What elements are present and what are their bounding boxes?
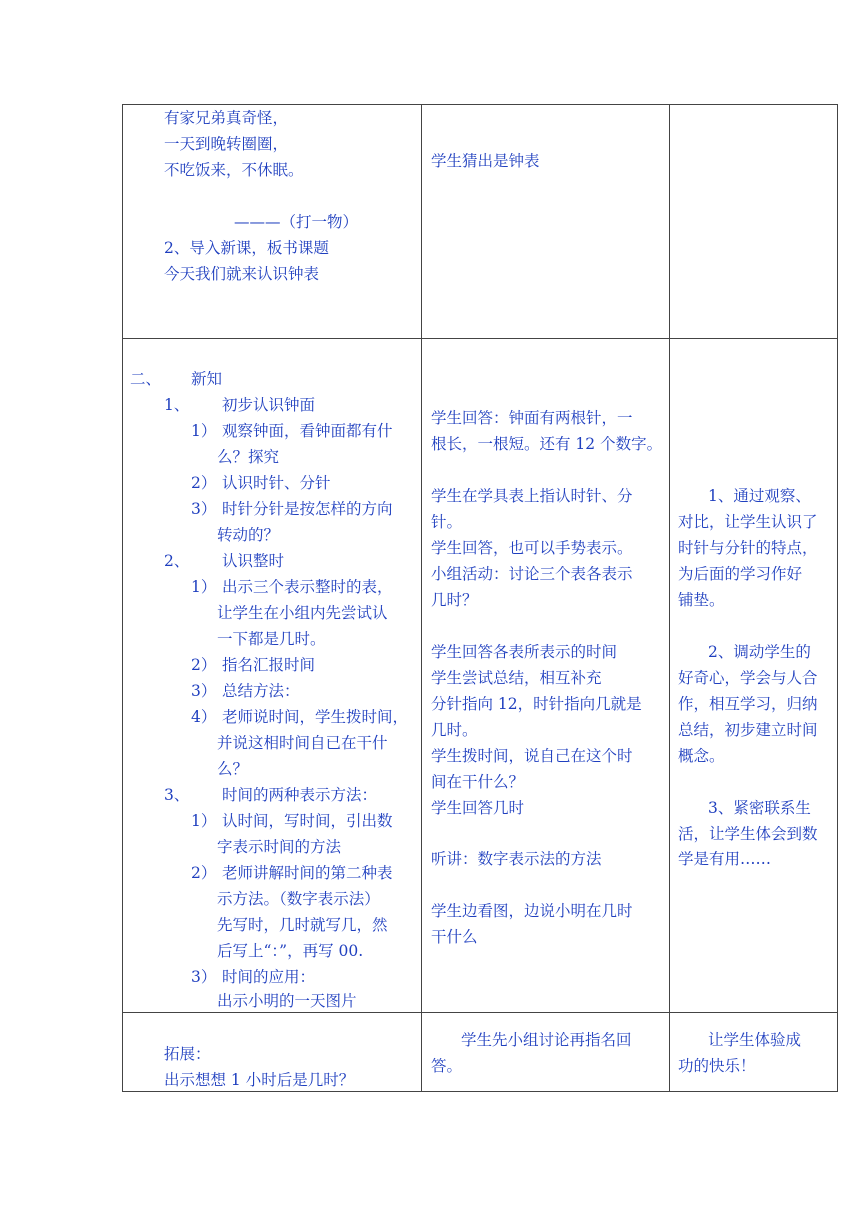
riddle-hint: ———（打一物） — [234, 213, 359, 231]
intent-text: 对比，让学生认识了 — [678, 513, 818, 531]
sub-number: 3） — [191, 968, 217, 986]
sub-text: 字表示时间的方法 — [217, 838, 342, 856]
student-text: 学生在学具表上指认时针、分 — [431, 487, 633, 505]
sub-text: 认识时针、分针 — [222, 474, 331, 492]
step-text: 2、导入新课，板书课题 — [164, 239, 329, 257]
sub-text: 么？ — [217, 760, 249, 778]
sub-text: 示方法。（数字表示法） — [217, 890, 380, 908]
intent-text: 学是有用…… — [678, 850, 772, 868]
intent-text: 3、紧密联系生 — [708, 799, 811, 817]
riddle-line: 一天到晚转圈圈， — [164, 135, 289, 153]
student-text: 学生边看图，边说小明在几时 — [431, 902, 633, 920]
item-title: 认识整时 — [222, 552, 285, 570]
sub-text: 观察钟面，看钟面都有什 — [222, 422, 393, 440]
intent-text: 时针与分针的特点， — [678, 539, 818, 557]
sub-text: 后写上“：”，再写 00. — [217, 942, 364, 960]
riddle-line: 有家兄弟真奇怪， — [164, 109, 289, 127]
sub-text: 老师讲解时间的第二种表 — [222, 864, 393, 882]
sub-text: 时针分针是按怎样的方向 — [222, 500, 393, 518]
sub-number: 2） — [191, 864, 217, 882]
intent-text: 好奇心，学会与人合 — [678, 669, 818, 687]
student-text: 学生回答几时 — [431, 799, 525, 817]
item-number: 2、 — [164, 552, 190, 570]
student-text: 小组活动：讨论三个表各表示 — [431, 565, 633, 583]
sub-number: 2） — [191, 656, 217, 674]
student-text: 答。 — [431, 1057, 463, 1075]
student-text: 分针指向 12，时针指向几就是 — [431, 695, 642, 713]
sub-number: 2） — [191, 474, 217, 492]
student-text: 根长，一根短。还有 12 个数字。 — [431, 435, 663, 453]
intent-text: 作，相互学习，归纳 — [678, 695, 818, 713]
intent-text: 铺垫。 — [678, 591, 725, 609]
intent-text: 1、通过观察、 — [708, 487, 811, 505]
student-text: 学生拨时间，说自己在这个时 — [431, 747, 633, 765]
row-divider-1 — [122, 338, 838, 339]
intent-text: 活，让学生体会到数 — [678, 825, 818, 843]
intent-text: 让学生体验成 — [708, 1031, 802, 1049]
sub-text: 一下都是几时。 — [217, 630, 326, 648]
intent-text: 总结，初步建立时间 — [678, 721, 818, 739]
item-number: 1、 — [164, 396, 190, 414]
student-text: 针。 — [431, 513, 463, 531]
section-title: 新知 — [191, 370, 223, 388]
sub-text: 出示三个表示整时的表， — [222, 578, 393, 596]
table-border-left — [122, 104, 123, 1092]
extension-label: 拓展： — [164, 1045, 211, 1063]
sub-text: 时间的应用： — [222, 968, 316, 986]
student-text: 听讲：数字表示法的方法 — [431, 850, 602, 868]
item-number: 3、 — [164, 786, 190, 804]
student-text: 学生回答，也可以手势表示。 — [431, 539, 633, 557]
extension-text: 出示想想 1 小时后是几时？ — [164, 1071, 355, 1089]
sub-number: 1） — [191, 422, 217, 440]
student-text: 干什么 — [431, 928, 478, 946]
student-text: 几时。 — [431, 721, 478, 739]
sub-number: 4） — [191, 708, 217, 726]
student-text: 间在干什么？ — [431, 773, 525, 791]
intent-text: 概念。 — [678, 747, 725, 765]
section-number: 二、 — [130, 370, 162, 388]
sub-text: 么？探究 — [217, 448, 280, 466]
sub-number: 3） — [191, 682, 217, 700]
item-title: 时间的两种表示方法： — [222, 786, 378, 804]
student-text: 学生猜出是钟表 — [431, 152, 540, 170]
intent-text: 2、调动学生的 — [708, 643, 811, 661]
sub-text: 并说这相时间自已在干什 — [217, 734, 388, 752]
sub-text: 让学生在小组内先尝试认 — [217, 604, 388, 622]
riddle-line: 不吃饭来，不休眠。 — [164, 161, 304, 179]
student-text: 学生尝试总结，相互补充 — [431, 669, 602, 687]
step-text: 今天我们就来认识钟表 — [164, 265, 320, 283]
student-text: 学生回答：钟面有两根针，一 — [431, 409, 633, 427]
sub-number: 3） — [191, 500, 217, 518]
sub-text: 先写时，几时就写几，然 — [217, 916, 388, 934]
student-text: 学生先小组讨论再指名回 — [461, 1031, 632, 1049]
intent-text: 功的快乐！ — [678, 1057, 756, 1075]
sub-text: 认时间，写时间，引出数 — [222, 812, 393, 830]
sub-text: 老师说时间，学生拨时间， — [222, 708, 409, 726]
sub-number: 1） — [191, 578, 217, 596]
sub-text: 出示小明的一天图片 — [217, 992, 357, 1010]
col-divider-2 — [669, 104, 670, 1092]
col-divider-1 — [421, 104, 422, 1092]
intent-text: 为后面的学习作好 — [678, 565, 803, 583]
table-border-right — [837, 104, 838, 1092]
sub-number: 1） — [191, 812, 217, 830]
sub-text: 总结方法： — [222, 682, 300, 700]
sub-text: 转动的？ — [217, 526, 280, 544]
student-text: 学生回答各表所表示的时间 — [431, 643, 618, 661]
item-title: 初步认识钟面 — [222, 396, 316, 414]
sub-text: 指名汇报时间 — [222, 656, 316, 674]
student-text: 几时？ — [431, 591, 478, 609]
